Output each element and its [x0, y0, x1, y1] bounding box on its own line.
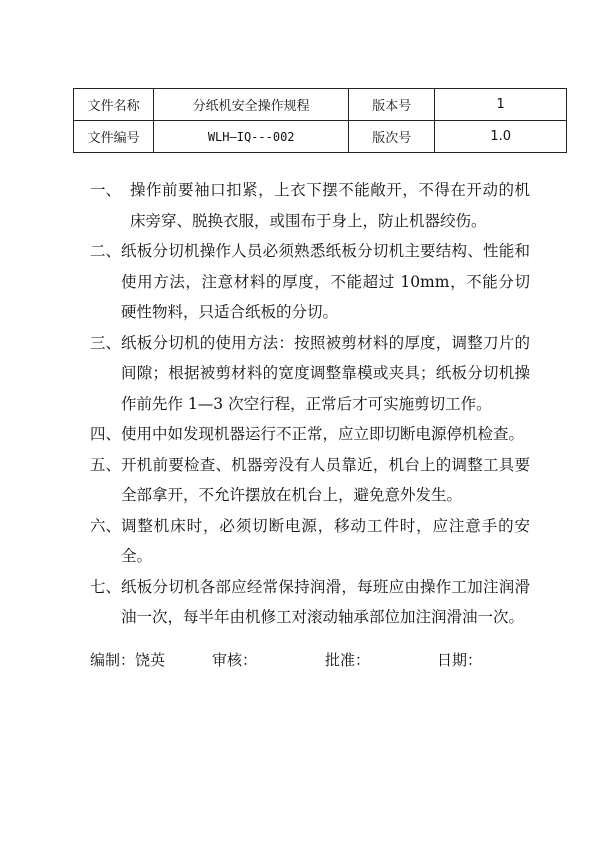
rule-marker: 四、	[90, 425, 122, 443]
reviewer-field: 审核：	[212, 651, 258, 669]
rule-marker: 三、	[90, 333, 122, 352]
rule-item-4	[90, 419, 530, 450]
rule-item-7	[90, 572, 530, 633]
rule-marker: 五、	[90, 455, 122, 474]
rule-marker: 一、	[90, 181, 122, 199]
rule-item-5	[90, 450, 530, 511]
rule-text: 操作前要袖口扣紧，上衣下摆不能敞开，不得在开动的机床旁穿、脱换衣服，或围布于身上，防止机器绞伤。	[130, 181, 530, 230]
rule-item-2	[90, 236, 530, 328]
revision-value: 1.0	[435, 121, 567, 153]
rule-marker: 七、	[90, 577, 122, 596]
rule-text: 调整机床时，必须切断电源，移动工件时，应注意手的安全。	[121, 516, 530, 565]
header-row-1	[74, 89, 567, 121]
rule-marker: 二、	[90, 242, 122, 260]
rule-text: 纸板分切机的使用方法：按照被剪材料的厚度，调整刀片的间隙；根据被剪材料的宽度调整靠模或夹具；纸板分切机操作前先作 1—3 次空行程，正常后才可实施剪切工作。	[121, 333, 530, 413]
doc-name-value: 分纸机安全操作规程	[154, 89, 349, 121]
date-field: 日期：	[437, 651, 483, 669]
document-header-table	[73, 88, 567, 153]
rule-item-1	[90, 175, 530, 236]
rule-text: 开机前要检查、机器旁没有人员靠近，机台上的调整工具要全部拿开，不允许摆放在机台上，避免意外发生。	[121, 455, 530, 504]
version-label: 版本号	[349, 89, 435, 121]
rule-item-3	[90, 328, 530, 420]
rule-marker: 六、	[90, 516, 122, 535]
header-row-2	[74, 121, 567, 153]
doc-no-label: 文件编号	[74, 121, 154, 153]
rule-item-6	[90, 511, 530, 572]
rule-text: 纸板分切机操作人员必须熟悉纸板分切机主要结构、性能和使用方法，注意材料的厚度，不能超过 10mm，不能分切硬性物料，只适合纸板的分切。	[121, 242, 530, 321]
doc-name-label: 文件名称	[74, 89, 154, 121]
rule-text: 使用中如发现机器运行不正常，应立即切断电源停机检查。	[121, 425, 525, 443]
approver-field: 批准：	[325, 651, 371, 669]
revision-label: 版次号	[349, 121, 435, 153]
doc-no-value: WLH—IQ---002	[154, 121, 349, 153]
rule-text: 纸板分切机各部应经常保持润滑，每班应由操作工加注润滑油一次，每半年由机修工对滚动轴承部位加注润滑油一次。	[121, 577, 530, 626]
version-value: 1	[435, 89, 567, 121]
safety-rules-list	[90, 175, 530, 633]
editor-field: 编制：饶英	[90, 651, 166, 669]
